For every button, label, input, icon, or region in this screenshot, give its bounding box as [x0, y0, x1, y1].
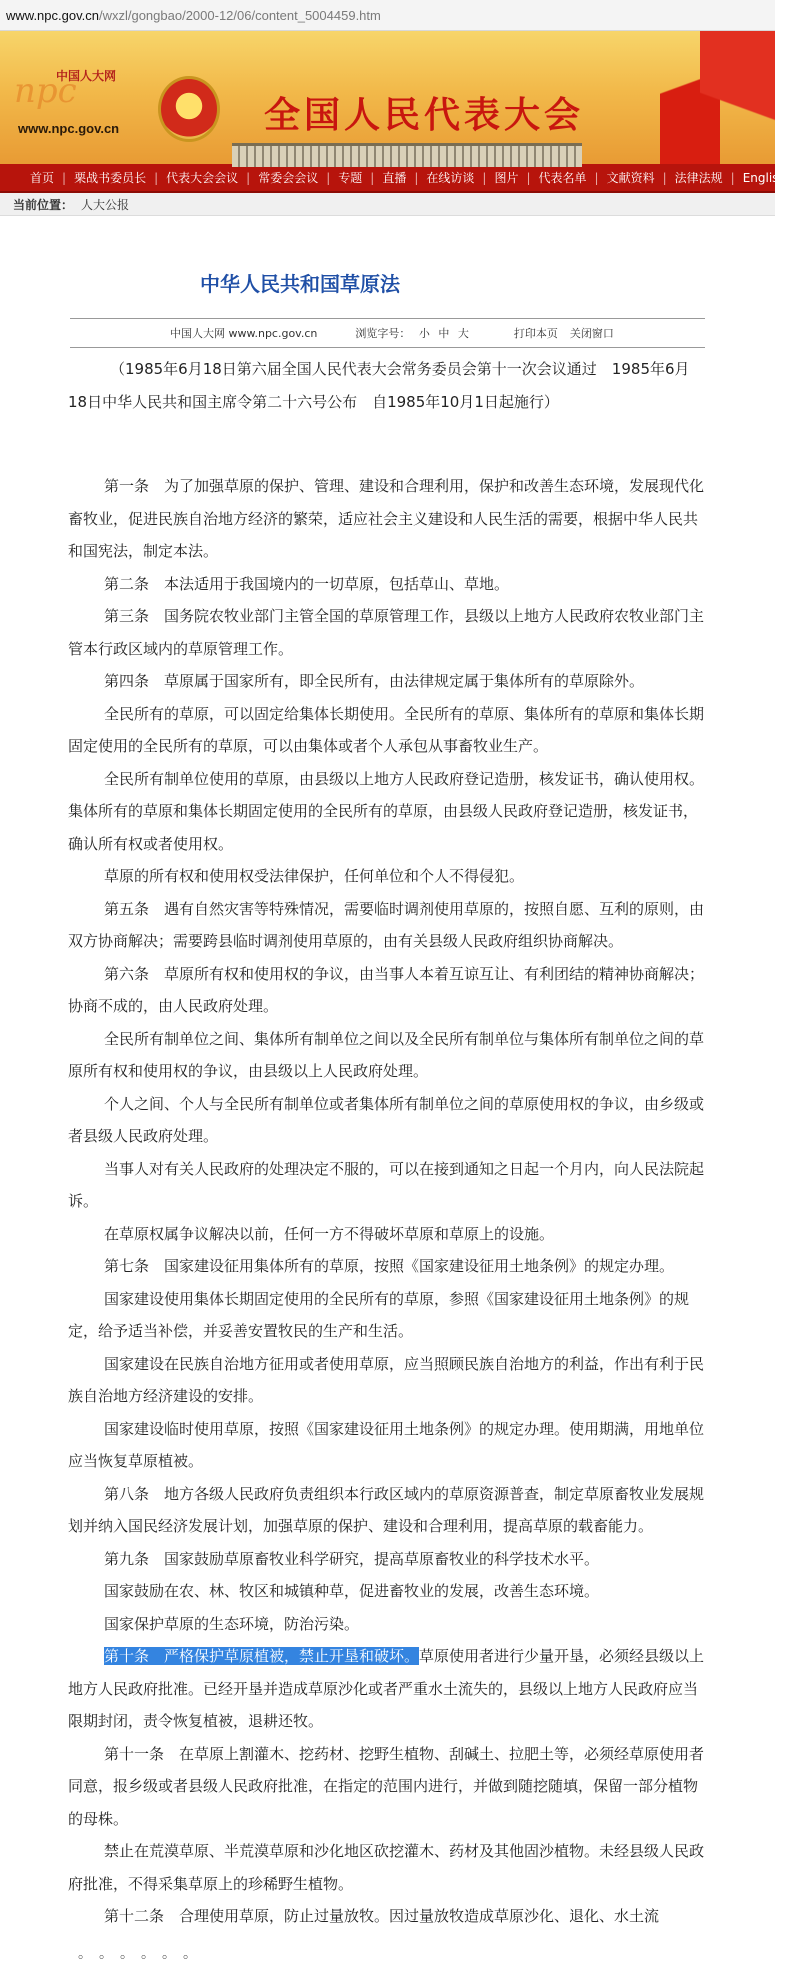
- url-domain: www.npc.gov.cn: [6, 7, 99, 23]
- source-text: 中国人大网 www.npc.gov.cn: [170, 327, 318, 340]
- npc-logo-mark: npc: [14, 71, 77, 111]
- article-paragraph: 国家鼓励在农、林、牧区和城镇种草，促进畜牧业的发展，改善生态环境。: [104, 1582, 600, 1600]
- font-size-large[interactable]: 大: [457, 327, 469, 340]
- nav-item-pictures[interactable]: 图片: [494, 171, 519, 185]
- article-paragraph: 第八条 地方各级人民政府负责组织本行政区域内的草原资源普查，制定草原畜牧业发展规划并纳入国民经济发展计划，加强草原的保护、建设和合理利用，提高草原的载畜能力。: [68, 1484, 705, 1535]
- great-hall-image: [232, 143, 582, 167]
- article-paragraph: 第六条 草原所有权和使用权的争议，由当事人本着互谅互让、有利团结的精神协商解决；协商不成的，由人民政府处理。: [68, 964, 705, 1015]
- article-paragraph: 第十一条 在草原上割灌木、挖药材、挖野生植物、刮碱土、拉肥土等，必须经草原使用者同意，报乡级或者县级人民政府批准，在指定的范围内进行，并做到随挖随填，保留一部分植物的母株。: [68, 1744, 705, 1828]
- nav-item-live[interactable]: 直播: [382, 171, 407, 185]
- nav-item-laws[interactable]: 法律法规: [674, 171, 723, 185]
- article-paragraph: 第五条 遇有自然灾害等特殊情况，需要临时调剂使用草原的，按照自愿、互利的原则，由双方协商解决；需要跨县临时调剂使用草原的，由有关县级人民政府组织协商解决。: [68, 899, 705, 950]
- article-paragraph: 国家保护草原的生态环境，防治污染。: [104, 1614, 360, 1633]
- nav-item-deputies[interactable]: 代表名单: [538, 171, 587, 185]
- article-paragraph: 个人之间、个人与全民所有制单位或者集体所有制单位之间的草原使用权的争议，由乡级或者县级人民政府处理。: [68, 1094, 705, 1145]
- font-size-small[interactable]: 小: [418, 327, 430, 340]
- logo-cn-text: 中国人大网: [56, 69, 117, 83]
- breadcrumb-label: 当前位置：: [13, 197, 74, 212]
- article-paragraph: 国家建设临时使用草原，按照《国家建设征用土地条例》的规定办理。使用期满，用地单位应当恢复草原植被。: [68, 1419, 705, 1470]
- npc-logo[interactable]: [14, 67, 144, 137]
- article-paragraph: 第四条 草原属于国家所有，即全民所有，由法律规定属于集体所有的草原除外。: [104, 672, 645, 690]
- article-paragraph: 第三条 国务院农牧业部门主管全国的草原管理工作，县级以上地方人民政府农牧业部门主管本行政区域内的草原管理工作。: [68, 607, 705, 658]
- breadcrumb: [0, 193, 775, 216]
- nav-item-congress[interactable]: 代表大会会议: [166, 171, 239, 185]
- font-size-selector: [355, 325, 474, 341]
- font-size-medium[interactable]: 中: [438, 327, 450, 340]
- url-path: /wxzl/gongbao/2000-12/06/content_5004459.htm: [98, 7, 381, 23]
- article-paragraph: 在草原权属争议解决以前，任何一方不得破坏草原和草原上的设施。: [104, 1224, 555, 1243]
- font-size-label: 浏览字号：: [355, 327, 411, 340]
- nav-item-home[interactable]: 首页: [30, 171, 55, 185]
- article-paragraph: 全民所有制单位使用的草原，由县级以上地方人民政府登记造册，核发证书，确认使用权。集体所有的草原和集体长期固定使用的全民所有的草原，由县级人民政府登记造册，核发证书，确认所有权或者使用权。: [68, 769, 705, 853]
- selected-text-highlight[interactable]: 第十条 严格保护草原植被，禁止开垦和破坏。: [104, 1647, 420, 1665]
- red-flag-image: [700, 31, 775, 164]
- page-title: 中华人民共和国草原法: [200, 272, 400, 296]
- article-paragraph: 禁止在荒漠草原、半荒漠草原和沙化地区砍挖灌木、药材及其他固沙植物。未经县级人民政府批准，不得采集草原上的珍稀野生植物。: [68, 1842, 705, 1893]
- article-paragraph: 当事人对有关人民政府的处理决定不服的，可以在接到通知之日起一个月内，向人民法院起诉。: [68, 1159, 705, 1210]
- logo-url-text: www.npc.gov.cn: [18, 121, 120, 136]
- site-banner: [0, 31, 775, 164]
- article-paragraph: 全民所有制单位之间、集体所有制单位之间以及全民所有制单位与集体所有制单位之间的草原所有权和使用权的争议，由县级以上人民政府处理。: [68, 1029, 705, 1080]
- preamble: （1985年6月18日第六届全国人民代表大会常务委员会第十一次会议通过 1985年6月18日中华人民共和国主席令第二十六号公布 自1985年10月1日起施行）: [68, 360, 690, 411]
- article-10-paragraph: [68, 1640, 708, 1738]
- site-title: 全国人民代表大会: [264, 94, 585, 136]
- main-nav: 首页 | 栗战书委员长 | 代表大会会议 | 常委会会议 | 专题 | 直播 | 在线访谈 | 图片 | 代表名单 | 文献资料 | 法律法规 | English: [0, 164, 775, 193]
- article-paragraph: 国家建设在民族自治地方征用或者使用草原，应当照顾民族自治地方的利益，作出有利于民族自治地方经济建设的安排。: [68, 1354, 705, 1405]
- nav-item-interviews[interactable]: 在线访谈: [426, 171, 475, 185]
- nav-item-documents[interactable]: 文献资料: [606, 171, 655, 185]
- address-bar[interactable]: [0, 0, 775, 31]
- article-paragraph: 第七条 国家建设征用集体所有的草原，按照《国家建设征用土地条例》的规定办理。: [104, 1257, 675, 1275]
- article-paragraph: 国家建设使用集体长期固定使用的全民所有的草原，参照《国家建设征用土地条例》的规定，给予适当补偿，并妥善安置牧民的生产和生活。: [68, 1289, 690, 1340]
- national-emblem-icon: [158, 76, 220, 142]
- article-body: [68, 353, 708, 1963]
- nav-item-topics[interactable]: 专题: [338, 171, 363, 185]
- article-paragraph: 第九条 国家鼓励草原畜牧业科学研究，提高草原畜牧业的科学技术水平。: [104, 1549, 600, 1568]
- truncation-marks: 。。。。。。: [78, 1945, 211, 1962]
- close-window-link[interactable]: 关闭窗口: [569, 327, 614, 340]
- article-paragraph: 全民所有的草原，可以固定给集体长期使用。全民所有的草原、集体所有的草原和集体长期固定使用的全民所有的草原，可以由集体或者个人承包从事畜牧业生产。: [68, 704, 705, 755]
- article-paragraph: 第十二条 合理使用草原，防止过量放牧。因过量放牧造成草原沙化、退化、水土流: [104, 1907, 660, 1925]
- article-paragraph: 草原的所有权和使用权受法律保护，任何单位和个人不得侵犯。: [104, 867, 525, 885]
- article-paragraph: 第一条 为了加强草原的保护、管理、建设和合理利用，保护和改善生态环境，发展现代化畜牧业，促进民族自治地方经济的繁荣，适应社会主义建设和人民生活的需要，根据中华人民共和国宪法，制定本法。: [68, 477, 705, 560]
- article-paragraph: 第二条 本法适用于我国境内的一切草原，包括草山、草地。: [104, 574, 510, 593]
- article-toolbar: [70, 318, 705, 348]
- breadcrumb-current[interactable]: 人大公报: [81, 197, 130, 212]
- print-link[interactable]: 打印本页: [513, 327, 558, 340]
- nav-item-chairman[interactable]: 栗战书委员长: [74, 171, 147, 185]
- article-10-rest: 草原使用者进行少量开垦，必须经县级以上地方人民政府批准。已经开垦并造成草原沙化或者严重水土流失的，县级以上地方人民政府应当限期封闭，责令恢复植被，退耕还牧。: [68, 1647, 705, 1730]
- nav-item-english[interactable]: English: [742, 170, 787, 185]
- nav-item-standing-committee[interactable]: 常委会会议: [258, 171, 319, 185]
